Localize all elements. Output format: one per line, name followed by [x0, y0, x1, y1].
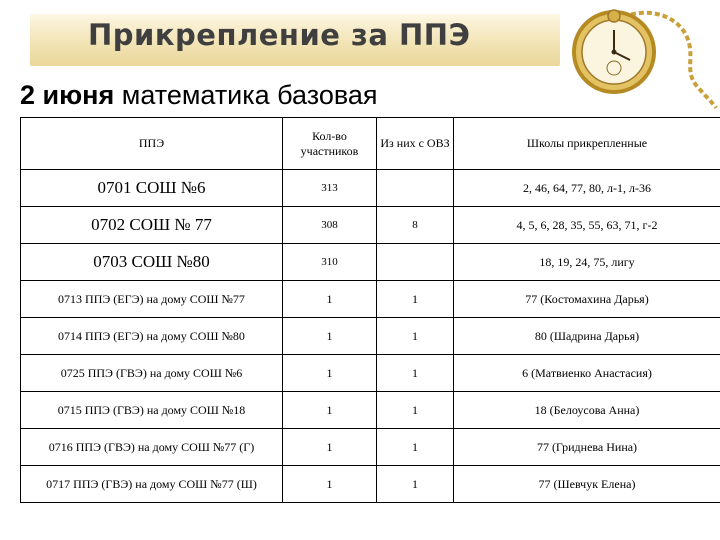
assigned-schools: 18, 19, 24, 75, лигу — [454, 244, 720, 281]
header-ppe: ППЭ — [21, 118, 283, 170]
ovz-count — [377, 170, 454, 207]
participant-count: 1 — [283, 318, 377, 355]
participant-count: 1 — [283, 281, 377, 318]
ppe-name: 0702 СОШ № 77 — [21, 207, 283, 244]
assigned-schools: 2, 46, 64, 77, 80, л-1, л-36 — [454, 170, 720, 207]
assigned-schools: 77 (Шевчук Елена) — [454, 466, 720, 503]
header-count: Кол-во участников — [283, 118, 377, 170]
ppe-name: 0715 ППЭ (ГВЭ) на дому СОШ №18 — [21, 392, 283, 429]
pocket-watch-icon — [556, 0, 720, 110]
ovz-count: 8 — [377, 207, 454, 244]
ovz-count: 1 — [377, 318, 454, 355]
table-row — [21, 466, 720, 503]
slide-title: Прикрепление за ППЭ — [88, 18, 471, 52]
participant-count: 313 — [283, 170, 377, 207]
ppe-name: 0725 ППЭ (ГВЭ) на дому СОШ №6 — [21, 355, 283, 392]
assigned-schools: 6 (Матвиенко Анастасия) — [454, 355, 720, 392]
participant-count: 1 — [283, 355, 377, 392]
ppe-name: 0703 СОШ №80 — [21, 244, 283, 281]
header-ovz: Из них с ОВЗ — [377, 118, 454, 170]
participant-count: 1 — [283, 429, 377, 466]
table-row — [21, 355, 720, 392]
assigned-schools: 4, 5, 6, 28, 35, 55, 63, 71, г-2 — [454, 207, 720, 244]
table-row — [21, 318, 720, 355]
ppe-assignment-table — [20, 117, 720, 503]
ppe-name: 0713 ППЭ (ЕГЭ) на дому СОШ №77 — [21, 281, 283, 318]
ppe-name: 0717 ППЭ (ГВЭ) на дому СОШ №77 (Ш) — [21, 466, 283, 503]
table-row — [21, 281, 720, 318]
ovz-count: 1 — [377, 281, 454, 318]
assigned-schools: 77 (Костомахина Дарья) — [454, 281, 720, 318]
ppe-name: 0701 СОШ №6 — [21, 170, 283, 207]
table-row — [21, 244, 720, 281]
ovz-count: 1 — [377, 466, 454, 503]
table-row — [21, 392, 720, 429]
ovz-count: 1 — [377, 355, 454, 392]
table-row — [21, 207, 720, 244]
ovz-count: 1 — [377, 429, 454, 466]
ovz-count — [377, 244, 454, 281]
table-row — [21, 429, 720, 466]
slide-subtitle — [20, 80, 378, 111]
subtitle-subject: математика базовая — [121, 80, 378, 110]
header-schools: Школы прикрепленные — [454, 118, 720, 170]
assigned-schools: 77 (Гриднева Нина) — [454, 429, 720, 466]
ovz-count: 1 — [377, 392, 454, 429]
participant-count: 1 — [283, 392, 377, 429]
participant-count: 310 — [283, 244, 377, 281]
assigned-schools: 80 (Шадрина Дарья) — [454, 318, 720, 355]
ppe-name: 0714 ППЭ (ЕГЭ) на дому СОШ №80 — [21, 318, 283, 355]
table-header-row — [21, 118, 720, 170]
assigned-schools: 18 (Белоусова Анна) — [454, 392, 720, 429]
participant-count: 1 — [283, 466, 377, 503]
ppe-name: 0716 ППЭ (ГВЭ) на дому СОШ №77 (Г) — [21, 429, 283, 466]
participant-count: 308 — [283, 207, 377, 244]
table-row — [21, 170, 720, 207]
subtitle-date: 2 июня — [20, 80, 115, 110]
